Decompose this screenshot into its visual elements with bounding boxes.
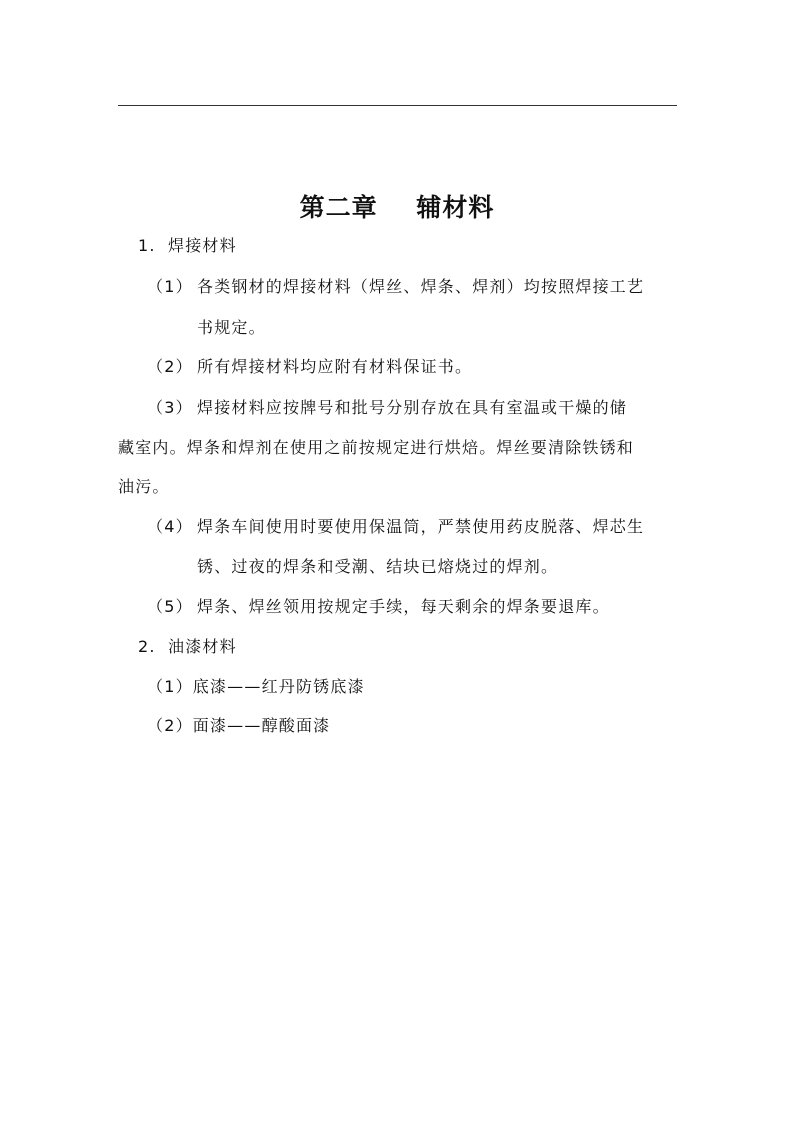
section-heading <box>138 236 237 256</box>
item-number: （1） <box>147 277 193 296</box>
item-number: （3） <box>147 398 193 417</box>
item-number: （2） <box>147 357 193 376</box>
list-item <box>147 677 365 697</box>
section-number: 1. <box>138 236 156 255</box>
list-item <box>147 357 472 377</box>
item-text-continued: 书规定。 <box>197 318 266 337</box>
list-item <box>147 277 644 297</box>
item-text: 各类钢材的焊接材料（焊丝、焊条、焊剂）均按照焊接工艺 <box>197 277 645 296</box>
list-item <box>147 517 644 537</box>
item-text: 焊条车间使用时要使用保温筒，严禁使用药皮脱落、焊芯生 <box>197 517 645 536</box>
section-title: 焊接材料 <box>168 236 237 255</box>
item-text: 底漆——红丹防锈底漆 <box>192 677 365 696</box>
chapter-title: 第二章 辅材料 <box>299 193 495 222</box>
section-title: 油漆材料 <box>168 637 237 656</box>
section-heading <box>138 637 237 657</box>
item-text-continued: 藏室内。焊条和焊剂在使用之前按规定进行烘焙。焊丝要清除铁锈和 <box>118 438 635 457</box>
item-text: 焊接材料应按牌号和批号分别存放在具有室温或干燥的储 <box>197 398 628 417</box>
list-item <box>147 716 330 736</box>
item-number: （1） <box>147 677 193 696</box>
list-item <box>147 398 627 418</box>
item-text-continued: 锈、过夜的焊条和受潮、结块已熔烧过的焊剂。 <box>197 557 559 576</box>
item-number: （2） <box>147 716 193 735</box>
item-text: 所有焊接材料均应附有材料保证书。 <box>197 357 473 376</box>
item-text: 面漆——醇酸面漆 <box>192 716 331 735</box>
list-item <box>147 597 610 617</box>
header-rule <box>118 105 677 106</box>
item-number: （4） <box>147 517 193 536</box>
section-number: 2. <box>138 637 156 656</box>
item-number: （5） <box>147 597 193 616</box>
item-text-continued: 油污。 <box>118 477 170 496</box>
item-text: 焊条、焊丝领用按规定手续，每天剩余的焊条要退库。 <box>197 597 610 616</box>
